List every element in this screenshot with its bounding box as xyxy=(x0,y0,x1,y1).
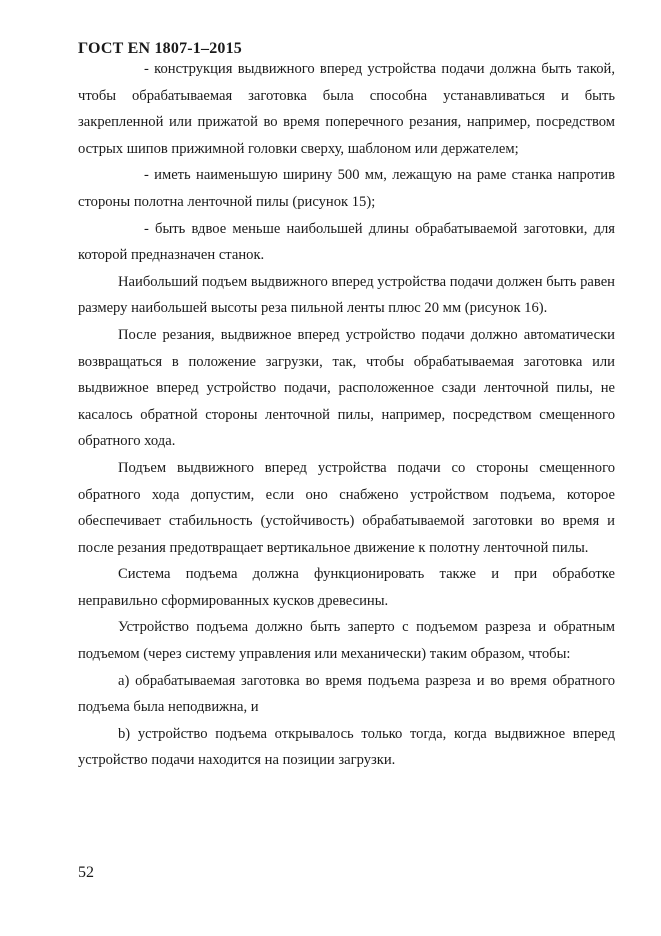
list-item-a: а) обрабатываемая заготовка во время подъема разреза и во время обратного подъема была неподвижна, и xyxy=(78,672,615,716)
list-item-b: b) устройство подъема открывалось только тогда, когда выдвижное вперед устройство подачи находится на позиции загрузки. xyxy=(78,725,615,769)
page-number: 52 xyxy=(78,864,94,881)
document-body xyxy=(78,56,615,774)
document-header: ГОСТ EN 1807-1–2015 xyxy=(78,40,243,57)
paragraph-lift-system: Система подъема должна функционировать также и при обработке неправильно сформированных кусков древесины. xyxy=(78,566,615,609)
paragraph-lift-offset: Подъем выдвижного вперед устройства подачи со стороны смещенного обратного хода допустим, если оно снабжено устройством подъема, которое обеспечивает стабильность (устойчивость) обрабатываемой заготовки во время и после резания предотвращает вертикальное движение к полотну ленточной пилы. xyxy=(78,459,615,556)
list-item-half-length: - быть вдвое меньше наибольшей длины обрабатываемой заготовки, для которой предназначен станок. xyxy=(78,220,615,264)
list-item-min-width: - иметь наименьшую ширину 500 мм, лежащую на раме станка напротив стороны полотна ленточной пилы (рисунок 15); xyxy=(78,167,615,210)
paragraph-after-cut: После резания, выдвижное вперед устройство подачи должно автоматически возвращаться в положение загрузки, так, чтобы обрабатываемая заготовка или выдвижное вперед устройство подачи, расположенное сзади ленточной пилы, не касалось обратной стороны ленточной пилы, например, посредством смещенного обратного хода. xyxy=(78,326,615,450)
paragraph-max-lift: Наибольший подъем выдвижного вперед устройства подачи должен быть равен размеру наибольшей высоты реза пильной ленты плюс 20 мм (рисунок 16). xyxy=(78,273,615,317)
paragraph-lift-lock: Устройство подъема должно быть заперто с подъемом разреза и обратным подъемом (через систему управления или механически) таким образом, чтобы: xyxy=(78,619,615,663)
list-item-design: - конструкция выдвижного вперед устройства подачи должна быть такой, чтобы обрабатываемая заготовка была способна устанавливаться и быть закрепленной или прижатой во время поперечного резания, например, посредством острых шипов прижимной головки сверху, шаблоном или держателем; xyxy=(78,61,615,157)
